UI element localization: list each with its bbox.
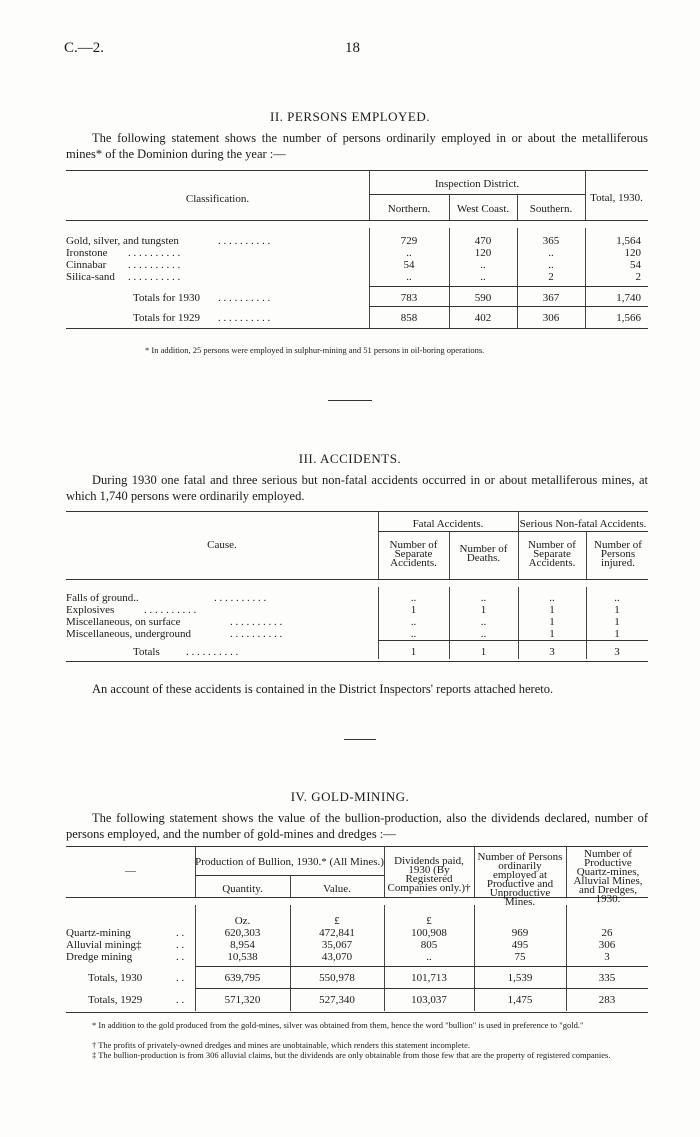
cell-southern: 306 xyxy=(542,312,560,324)
cell-injured: .. xyxy=(614,592,620,604)
leader-dots: . . . . . . . . . . xyxy=(128,247,181,259)
col-header-serious-accidents: Serious Non-fatal Accidents. xyxy=(519,518,647,530)
cell-serious-separate: 3 xyxy=(549,646,555,658)
col-header-inspection-district: Inspection District. xyxy=(434,178,520,190)
leader-dots: . . . . . . . . . . xyxy=(218,312,271,324)
col-header-dividends: Dividends paid, 1930 (By Registered Companies only.)† xyxy=(387,855,471,894)
cell-mines: 306 xyxy=(598,939,616,951)
cell-total: 1,740 xyxy=(616,292,641,304)
footnote-bullion: * In addition to the gold produced from the gold-mines, silver was obtained from them, hence the word "bullion" is used in preference to "gold." xyxy=(92,1020,584,1030)
cell-deaths: .. xyxy=(480,616,487,628)
cell-southern: 2 xyxy=(548,271,554,283)
section-intro-persons: The following statement shows the number of persons ordinarily employed in or about the metalliferous mines* of the Dominion during the year :— xyxy=(66,131,648,161)
cell-total: 1,564 xyxy=(616,235,641,247)
section-title-gold-mining: IV. GOLD-MINING. xyxy=(290,789,410,804)
cell-value: 35,067 xyxy=(321,939,353,951)
cell-mines: 335 xyxy=(598,972,616,984)
cell-serious-separate: .. xyxy=(549,592,555,604)
leader-dots: . . xyxy=(176,951,185,963)
leader-dots: . . xyxy=(176,939,185,951)
cell-southern: 367 xyxy=(542,292,560,304)
cell-quantity: 10,538 xyxy=(227,951,258,963)
leader-dots: . . xyxy=(176,994,185,1006)
leader-dots: . . . . . . . . . . xyxy=(144,604,197,616)
cell-deaths: .. xyxy=(480,592,487,604)
cell-injured: 3 xyxy=(614,646,620,658)
col-header-west-coast: West Coast. xyxy=(456,203,510,215)
leader-dots: . . . . . . . . . . xyxy=(214,592,267,604)
stub-header-dash: — xyxy=(125,865,136,877)
section-intro-gold-mining: The following statement shows the value of the bullion-production, also the dividends declared, number of persons employed, and the number of gold-mines and dredges :— xyxy=(66,811,648,841)
footnote-alluvial: ‡ The bullion-production is from 306 alluvial claims, but the dividends are only obtainable from those few that are the property of registered companies. xyxy=(92,1050,611,1060)
cell-mines: 26 xyxy=(601,927,613,939)
leader-dots: . . . . . . . . . . xyxy=(230,628,283,640)
cell-quantity: 639,795 xyxy=(224,972,261,984)
leader-dots: . . xyxy=(176,927,185,939)
cell-total: 120 xyxy=(624,247,641,259)
row-label: Ironstone xyxy=(66,247,108,259)
page-number: 18 xyxy=(345,40,360,56)
col-header-value: Value. xyxy=(323,883,351,895)
unit-pound-value: £ xyxy=(334,915,340,927)
cell-serious-separate: 1 xyxy=(549,628,555,640)
cell-mines: 283 xyxy=(598,994,616,1006)
leader-dots: . . xyxy=(176,972,185,984)
row-label: Quartz-mining xyxy=(66,927,131,939)
cell-fatal-separate: .. xyxy=(410,592,417,604)
cell-mines: 3 xyxy=(604,951,610,963)
leader-dots: . . . . . . . . . . xyxy=(218,292,271,304)
section-title-accidents: III. ACCIDENTS. xyxy=(298,451,402,466)
cell-value: 43,070 xyxy=(321,951,353,963)
cell-fatal-separate: .. xyxy=(410,628,417,640)
col-header-classification: Classification. xyxy=(185,193,250,205)
row-label: Dredge mining xyxy=(66,951,133,963)
cell-fatal-separate: 1 xyxy=(410,646,417,658)
row-label: Silica-sand xyxy=(66,271,115,283)
cell-quantity: 8,954 xyxy=(230,939,255,951)
accidents-note: An account of these accidents is contained in the District Inspectors' reports attached hereto. xyxy=(92,682,554,696)
cell-serious-separate: 1 xyxy=(549,604,555,616)
leader-dots: . . . . . . . . . . xyxy=(218,235,271,247)
col-header-quantity: Quantity. xyxy=(222,883,263,895)
col-header-separate-accidents-fatal: Number of Separate Accidents. xyxy=(389,539,438,569)
row-label: Gold, silver, and tungsten xyxy=(66,235,179,247)
cell-quantity: 620,303 xyxy=(224,927,261,939)
cell-deaths: .. xyxy=(480,628,487,640)
col-header-number-of-mines: Number of Productive Quartz-mines, Alluvial Mines, and Dredges, 1930. xyxy=(573,848,643,905)
col-header-total-1930: Total, 1930. xyxy=(590,192,643,204)
section-divider xyxy=(344,739,376,740)
cell-injured: 1 xyxy=(614,604,620,616)
col-header-cause: Cause. xyxy=(207,539,237,551)
row-label: Miscellaneous, underground xyxy=(66,628,192,640)
cell-dividends: 101,713 xyxy=(411,972,447,984)
report-reference: C.—2. xyxy=(64,40,105,56)
leader-dots: . . . . . . . . . . xyxy=(230,616,283,628)
cell-persons: 495 xyxy=(511,939,529,951)
cell-dividends: 100,908 xyxy=(411,927,447,939)
col-header-northern: Northern. xyxy=(387,203,431,215)
col-header-persons-employed: Number of Persons ordinarily employed at Productive and Unproductive Mines. xyxy=(477,851,563,908)
col-header-southern: Southern. xyxy=(529,203,573,215)
cell-northern: 54 xyxy=(403,259,415,271)
row-label: Falls of ground.. xyxy=(66,592,139,604)
cell-deaths: 1 xyxy=(480,646,487,658)
col-header-production: Production of Bullion, 1930.* (All Mines.) xyxy=(195,856,384,868)
cell-west-coast: .. xyxy=(480,271,486,283)
footnote-profits: † The profits of privately-owned dredges and mines are unobtainable, which renders this statement incomplete. xyxy=(92,1040,470,1050)
cell-injured: 1 xyxy=(614,628,620,640)
cell-northern: .. xyxy=(406,247,412,259)
row-label: Totals for 1929 xyxy=(133,312,201,324)
unit-pound-dividends: £ xyxy=(426,915,432,927)
cell-persons: 75 xyxy=(514,951,526,963)
section-title-persons-employed: II. PERSONS EMPLOYED. xyxy=(269,109,430,124)
cell-total: 2 xyxy=(635,271,641,283)
cell-total: 54 xyxy=(630,259,641,271)
col-header-number-of-deaths: Number of Deaths. xyxy=(459,543,508,564)
section-intro-accidents: During 1930 one fatal and three serious but non-fatal accidents occurred in or about metalliferous mines, at which 1,740 persons were ordinarily employed. xyxy=(66,473,648,503)
cell-value: 550,978 xyxy=(319,972,355,984)
cell-deaths: 1 xyxy=(480,604,487,616)
cell-fatal-separate: 1 xyxy=(410,604,417,616)
col-header-persons-injured: Number of Persons injured. xyxy=(594,539,642,569)
leader-dots: . . . . . . . . . . xyxy=(186,646,239,658)
row-label: Miscellaneous, on surface xyxy=(66,616,181,628)
cell-west-coast: 470 xyxy=(474,235,492,247)
col-header-separate-accidents-serious: Number of Separate Accidents. xyxy=(528,539,576,569)
cell-northern: .. xyxy=(406,271,412,283)
row-label: Explosives xyxy=(66,604,115,616)
cell-persons: 1,475 xyxy=(507,994,533,1006)
row-label: Totals, 1930 xyxy=(88,972,143,984)
cell-dividends: .. xyxy=(426,951,432,963)
cell-injured: 1 xyxy=(614,616,620,628)
cell-northern: 783 xyxy=(400,292,418,304)
cell-southern: 365 xyxy=(542,235,560,247)
cell-persons: 1,539 xyxy=(507,972,533,984)
cell-value: 527,340 xyxy=(319,994,355,1006)
cell-northern: 729 xyxy=(400,235,418,247)
row-label: Alluvial mining‡ xyxy=(66,939,142,951)
cell-value: 472,841 xyxy=(319,927,355,939)
cell-quantity: 571,320 xyxy=(224,994,261,1006)
cell-west-coast: 590 xyxy=(474,292,492,304)
row-label: Totals for 1930 xyxy=(133,292,201,304)
cell-fatal-separate: .. xyxy=(410,616,417,628)
cell-west-coast: 120 xyxy=(474,247,492,259)
section-divider xyxy=(328,400,372,401)
unit-oz: Oz. xyxy=(234,915,251,927)
cell-southern: .. xyxy=(548,259,554,271)
row-label: Totals, 1929 xyxy=(88,994,143,1006)
cell-serious-separate: 1 xyxy=(549,616,555,628)
cell-dividends: 103,037 xyxy=(411,994,447,1006)
row-label: Totals xyxy=(133,646,160,658)
cell-persons: 969 xyxy=(511,927,529,939)
footnote-persons: * In addition, 25 persons were employed in sulphur-mining and 51 persons in oil-boring operations. xyxy=(145,345,485,355)
cell-southern: .. xyxy=(548,247,554,259)
cell-west-coast: .. xyxy=(480,259,486,271)
cell-northern: 858 xyxy=(400,312,418,324)
cell-dividends: 805 xyxy=(420,939,438,951)
leader-dots: . . . . . . . . . . xyxy=(128,259,181,271)
leader-dots: . . . . . . . . . . xyxy=(128,271,181,283)
col-header-fatal-accidents: Fatal Accidents. xyxy=(412,518,484,530)
cell-total: 1,566 xyxy=(616,312,641,324)
cell-west-coast: 402 xyxy=(474,312,492,324)
row-label: Cinnabar xyxy=(66,259,107,271)
